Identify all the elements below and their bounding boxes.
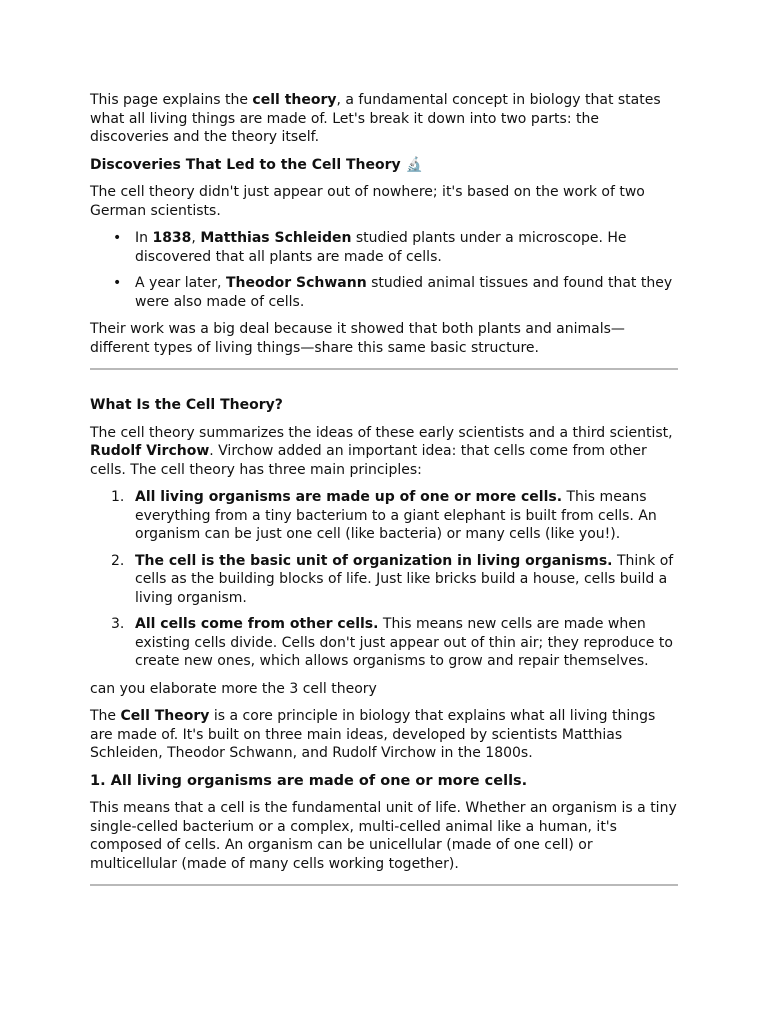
- answer-section-heading: 1. All living organisms are made of one or more cells.: [90, 772, 528, 789]
- lead-text-start: The cell theory summarizes the ideas of these early scientists and a third scientist,: [90, 424, 673, 441]
- principle-text: Think of cells as the building blocks of life. Just like bricks build a house, cells build a living organism.: [135, 552, 674, 606]
- answer-bold-term: Cell Theory: [120, 708, 210, 724]
- answer-intro: [90, 707, 678, 763]
- intro-text-end: , a fundamental concept in biology that states what all living things are made of. Let's break it down into two parts: the discoveries and the theory itself.: [90, 92, 661, 145]
- list-number: 1.: [111, 489, 125, 505]
- list-item-text: In: [135, 230, 153, 246]
- answer-text-start: The: [90, 708, 121, 724]
- intro-paragraph: [90, 91, 678, 147]
- principle-title: The cell is the basic unit of organization in living organisms.: [135, 552, 613, 569]
- lead-text-end: . Virchow added an important idea: that cells come from other cells. The cell theory has three main principles:: [90, 443, 647, 478]
- list-item-text: studied plants under a microscope. He discovered that all plants are made of cells.: [135, 230, 627, 265]
- discoveries-heading: Discoveries That Led to the Cell Theory 🔬: [90, 156, 423, 173]
- list-number: 3.: [111, 616, 125, 632]
- discoveries-closing: Their work was a big deal because it showed that both plants and animals—different types of living things—share this same basic structure.: [90, 321, 625, 356]
- discoveries-lead: The cell theory didn't just appear out of nowhere; it's based on the work of two German scientists.: [90, 184, 645, 219]
- list-item: [111, 615, 678, 671]
- list-item: [111, 552, 678, 608]
- list-item-text: A year later,: [135, 275, 226, 291]
- scientist-name: Rudolf Virchow: [90, 443, 210, 459]
- scientist-name: Matthias Schleiden: [200, 230, 352, 246]
- intro-text-start: This page explains the: [90, 92, 253, 108]
- list-number: 2.: [111, 552, 125, 569]
- answer-section-text: This means that a cell is the fundamental unit of life. Whether an organism is a tiny single-celled bacterium or a complex, multi-celled animal like a human, it's composed of cells. An organism can be unicellular (made of one cell) or multicellular (made of many cells working together).: [90, 800, 677, 872]
- bullet-icon: •: [113, 275, 122, 291]
- list-item-text: studied animal tissues and found that they were also made of cells.: [135, 275, 673, 310]
- user-question: can you elaborate more the 3 cell theory: [90, 680, 377, 697]
- principle-title: All living organisms are made up of one or more cells.: [135, 489, 563, 505]
- section-divider: [90, 884, 678, 886]
- what-is-heading: What Is the Cell Theory?: [90, 397, 283, 413]
- principle-text: This means new cells are made when existing cells divide. Cells don't just appear out of thin air; they reproduce to create new ones, which allows organisms to grow and repair themselves.: [135, 616, 673, 669]
- section-divider: [90, 368, 678, 370]
- what-is-lead: [90, 424, 678, 480]
- list-item: [113, 229, 678, 266]
- bullet-icon: •: [113, 230, 122, 246]
- list-item: [113, 274, 678, 311]
- intro-bold-term: cell theory: [252, 92, 337, 108]
- year-bold: 1838: [152, 230, 192, 246]
- discoveries-list: [90, 229, 678, 311]
- principle-title: All cells come from other cells.: [135, 616, 379, 632]
- list-item: [111, 488, 678, 544]
- answer-text-end: is a core principle in biology that explains what all living things are made of. It's built on three main ideas, developed by scientists Matthias Schleiden, Theodor Schwann, and Rudolf Virchow in the 1800s.: [90, 708, 656, 761]
- list-item-separator: ,: [191, 230, 201, 246]
- scientist-name: Theodor Schwann: [225, 275, 367, 291]
- principles-list: [90, 488, 678, 671]
- principle-text: This means everything from a tiny bacterium to a giant elephant is built from cells. An organism can be just one cell (like bacteria) or many cells (like you!).: [135, 489, 657, 542]
